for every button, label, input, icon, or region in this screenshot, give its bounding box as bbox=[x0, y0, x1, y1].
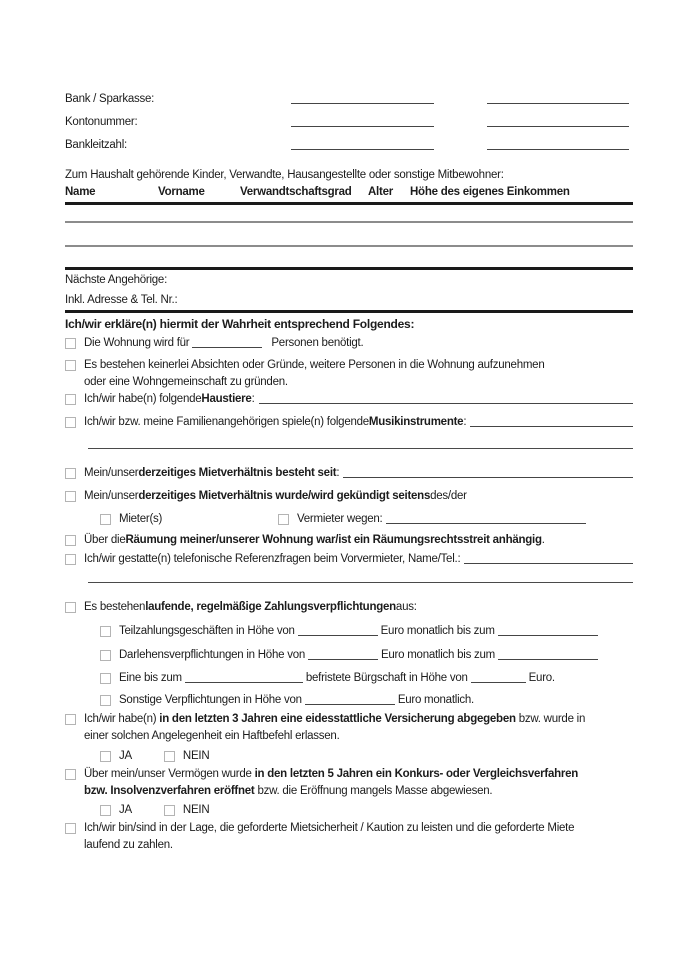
account-number-field-2[interactable] bbox=[487, 124, 629, 127]
yes-label: JA bbox=[119, 804, 132, 816]
no-label: NEIN bbox=[182, 750, 210, 762]
yes-label: JA bbox=[119, 750, 132, 762]
obligation-loans-row bbox=[100, 648, 633, 662]
checkbox-tenancy-terminated[interactable] bbox=[65, 491, 76, 502]
declaration-item-deposit bbox=[65, 821, 633, 852]
item-text: Es bestehen bbox=[84, 601, 146, 613]
loans-amount-field[interactable] bbox=[308, 657, 378, 660]
obligation-installments-row bbox=[100, 624, 633, 638]
item-text-bold: in den letzten 3 Jahren eine eidesstattliche Versicherung abgegeben bbox=[159, 713, 516, 725]
loans-until-field[interactable] bbox=[498, 657, 598, 660]
checkbox-installments[interactable] bbox=[100, 626, 111, 637]
item-text: Euro. bbox=[528, 672, 555, 684]
bank-label: Bank / Sparkasse: bbox=[65, 93, 155, 105]
declaration-item-references bbox=[65, 552, 633, 566]
declaration-item-affidavit bbox=[65, 712, 633, 743]
checkbox-tenancy-since[interactable] bbox=[65, 468, 76, 479]
bank-code-field-2[interactable] bbox=[487, 147, 629, 150]
checkbox-other-obligations[interactable] bbox=[100, 695, 111, 706]
item-text-bold: Haustiere bbox=[201, 393, 252, 405]
checkbox-terminated-by-landlord[interactable] bbox=[278, 514, 289, 525]
bank-name-field-1[interactable] bbox=[291, 101, 434, 104]
item-text: Über mein/unser Vermögen wurde bbox=[84, 768, 255, 780]
insolvency-yes-no-row bbox=[100, 803, 633, 817]
item-text: Ich/wir bin/sind in der Lage, die geforderte Mietsicherheit / Kaution zu leisten und die geforderte Miete bbox=[84, 822, 575, 834]
checkbox-insolvency-yes[interactable] bbox=[100, 805, 111, 816]
item-text: Über die bbox=[84, 534, 126, 546]
checkbox-eviction[interactable] bbox=[65, 535, 76, 546]
bank-name-field-2[interactable] bbox=[487, 101, 629, 104]
other-obligations-amount-field[interactable] bbox=[305, 702, 395, 705]
bank-code-label: Bankleitzahl: bbox=[65, 139, 127, 151]
item-text: Eine bis zum bbox=[119, 672, 182, 684]
item-text: Euro monatlich bis zum bbox=[380, 649, 496, 661]
account-number-field-1[interactable] bbox=[291, 124, 434, 127]
table-empty-row-line[interactable] bbox=[65, 245, 633, 247]
checkbox-no-additional-persons[interactable] bbox=[65, 360, 76, 371]
installments-amount-field[interactable] bbox=[298, 633, 378, 636]
checkbox-terminated-by-tenant[interactable] bbox=[100, 514, 111, 525]
no-label: NEIN bbox=[182, 804, 210, 816]
item-text: laufend zu zahlen. bbox=[84, 839, 173, 851]
item-text-bold: Musikinstrumente bbox=[368, 416, 464, 428]
household-intro: Zum Haushalt gehörende Kinder, Verwandte, Hausangestellte oder sonstige Mitbewohner: bbox=[65, 169, 504, 181]
item-text: Personen benötigt. bbox=[271, 337, 364, 349]
checkbox-insolvency-no[interactable] bbox=[164, 805, 175, 816]
header-verwandtschaftsgrad: Verwandtschaftsgrad bbox=[240, 186, 352, 198]
item-text: Ich/wir habe(n) bbox=[84, 713, 160, 725]
terminated-by-tenant-label: Mieter(s) bbox=[119, 513, 163, 525]
account-number-label: Kontonummer: bbox=[65, 116, 138, 128]
item-text: aus: bbox=[395, 601, 417, 613]
item-text: Euro monatlich. bbox=[397, 694, 474, 706]
obligation-other-row bbox=[100, 693, 633, 707]
pets-field[interactable] bbox=[259, 401, 633, 404]
reference-contact-field[interactable] bbox=[464, 561, 633, 564]
checkbox-insolvency[interactable] bbox=[65, 769, 76, 780]
bank-code-row bbox=[65, 138, 633, 152]
header-alter: Alter bbox=[368, 186, 393, 198]
item-text: Ich/wir habe(n) folgende bbox=[84, 393, 202, 405]
instruments-field[interactable] bbox=[470, 424, 633, 427]
item-text: bzw. die Eröffnung mangels Masse abgewiesen. bbox=[254, 785, 493, 797]
checkbox-deposit[interactable] bbox=[65, 823, 76, 834]
item-text: Teilzahlungsgeschäften in Höhe von bbox=[119, 625, 295, 637]
item-text: Ich/wir gestatte(n) telefonische Referenzfragen beim Vorvermieter, Name/Tel.: bbox=[84, 553, 461, 565]
item-text-bold: derzeitiges Mietverhältnis wurde/wird gekündigt seitens bbox=[138, 490, 431, 502]
item-text-bold: laufende, regelmäßige Zahlungsverpflichtungen bbox=[145, 601, 396, 613]
header-vorname: Vorname bbox=[158, 186, 205, 198]
header-name: Name bbox=[65, 186, 96, 198]
checkbox-payment-obligations[interactable] bbox=[65, 602, 76, 613]
account-number-row bbox=[65, 115, 633, 129]
item-text: Die Wohnung wird für bbox=[84, 337, 190, 349]
landlord-reason-field[interactable] bbox=[386, 521, 586, 524]
item-text-bold: derzeitiges Mietverhältnis besteht seit bbox=[138, 467, 337, 479]
item-text: bzw. wurde in bbox=[515, 713, 586, 725]
checkbox-affidavit-yes[interactable] bbox=[100, 751, 111, 762]
item-text: Sonstige Verpflichtungen in Höhe von bbox=[119, 694, 302, 706]
item-text-bold: in den letzten 5 Jahren ein Konkurs- oder Vergleichsverfahren bbox=[254, 768, 579, 780]
guarantee-amount-field[interactable] bbox=[471, 680, 526, 683]
persons-count-field[interactable] bbox=[192, 345, 262, 348]
item-text: : bbox=[251, 393, 255, 405]
declaration-item-pets bbox=[65, 392, 633, 406]
item-text: Es bestehen keinerlei Absichten oder Gründe, weitere Personen in die Wohnung aufzunehmen bbox=[84, 359, 545, 371]
guarantee-date-field[interactable] bbox=[185, 680, 303, 683]
item-text: . bbox=[541, 534, 545, 546]
bank-row bbox=[65, 92, 633, 106]
checkbox-instruments[interactable] bbox=[65, 417, 76, 428]
item-text: einer solchen Angelegenheit ein Haftbefehl erlassen. bbox=[84, 730, 340, 742]
declaration-item-insolvency bbox=[65, 767, 633, 798]
item-text-bold: Räumung meiner/unserer Wohnung war/ist ein Räumungsrechtsstreit anhängig bbox=[125, 534, 542, 546]
household-table-header bbox=[65, 185, 633, 205]
terminated-by-options bbox=[100, 512, 633, 526]
relatives-title: Nächste Angehörige: bbox=[65, 274, 168, 286]
item-text: Mein/unser bbox=[84, 467, 139, 479]
checkbox-affidavit[interactable] bbox=[65, 714, 76, 725]
header-einkommen: Höhe des eigenes Einkommen bbox=[410, 186, 570, 198]
checkbox-references[interactable] bbox=[65, 554, 76, 565]
relatives-subtitle: Inkl. Adresse & Tel. Nr.: bbox=[65, 294, 178, 306]
installments-until-field[interactable] bbox=[498, 633, 598, 636]
item-text: Euro monatlich bis zum bbox=[380, 625, 495, 637]
bank-code-field-1[interactable] bbox=[291, 147, 434, 150]
item-text: Darlehensverpflichtungen in Höhe von bbox=[119, 649, 305, 661]
item-text: des/der bbox=[430, 490, 467, 502]
relatives-section bbox=[65, 267, 633, 313]
declaration-item-eviction bbox=[65, 533, 633, 547]
item-text: befristete Bürgschaft in Höhe von bbox=[305, 672, 468, 684]
declaration-item-payment-obligations bbox=[65, 600, 633, 614]
checkbox-loans[interactable] bbox=[100, 650, 111, 661]
table-empty-row-line[interactable] bbox=[65, 221, 633, 223]
tenancy-since-field[interactable] bbox=[343, 475, 633, 478]
checkbox-guarantee[interactable] bbox=[100, 673, 111, 684]
declaration-item-persons bbox=[65, 336, 633, 350]
declaration-item-tenancy-terminated bbox=[65, 489, 633, 503]
declaration-item-tenancy-since bbox=[65, 466, 633, 480]
declaration-item-instruments bbox=[65, 415, 633, 429]
item-text: oder eine Wohngemeinschaft zu gründen. bbox=[84, 376, 288, 388]
reference-contact-continuation[interactable] bbox=[88, 569, 633, 583]
item-text: Ich/wir bzw. meine Familienangehörigen spiele(n) folgende bbox=[84, 416, 369, 428]
item-text-bold: bzw. Insolvenzverfahren eröffnet bbox=[84, 785, 255, 797]
instruments-field-continuation[interactable] bbox=[88, 435, 633, 449]
declaration-heading: Ich/wir erkläre(n) hiermit der Wahrheit entsprechend Folgendes: bbox=[65, 317, 415, 331]
affidavit-yes-no-row bbox=[100, 749, 633, 763]
item-text: : bbox=[336, 467, 340, 479]
declaration-item-no-additional-persons bbox=[65, 358, 633, 389]
checkbox-persons[interactable] bbox=[65, 338, 76, 349]
checkbox-pets[interactable] bbox=[65, 394, 76, 405]
obligation-guarantee-row bbox=[100, 671, 633, 685]
checkbox-affidavit-no[interactable] bbox=[164, 751, 175, 762]
terminated-by-landlord-label: Vermieter wegen: bbox=[297, 513, 383, 525]
item-text: Mein/unser bbox=[84, 490, 139, 502]
item-text: : bbox=[463, 416, 467, 428]
